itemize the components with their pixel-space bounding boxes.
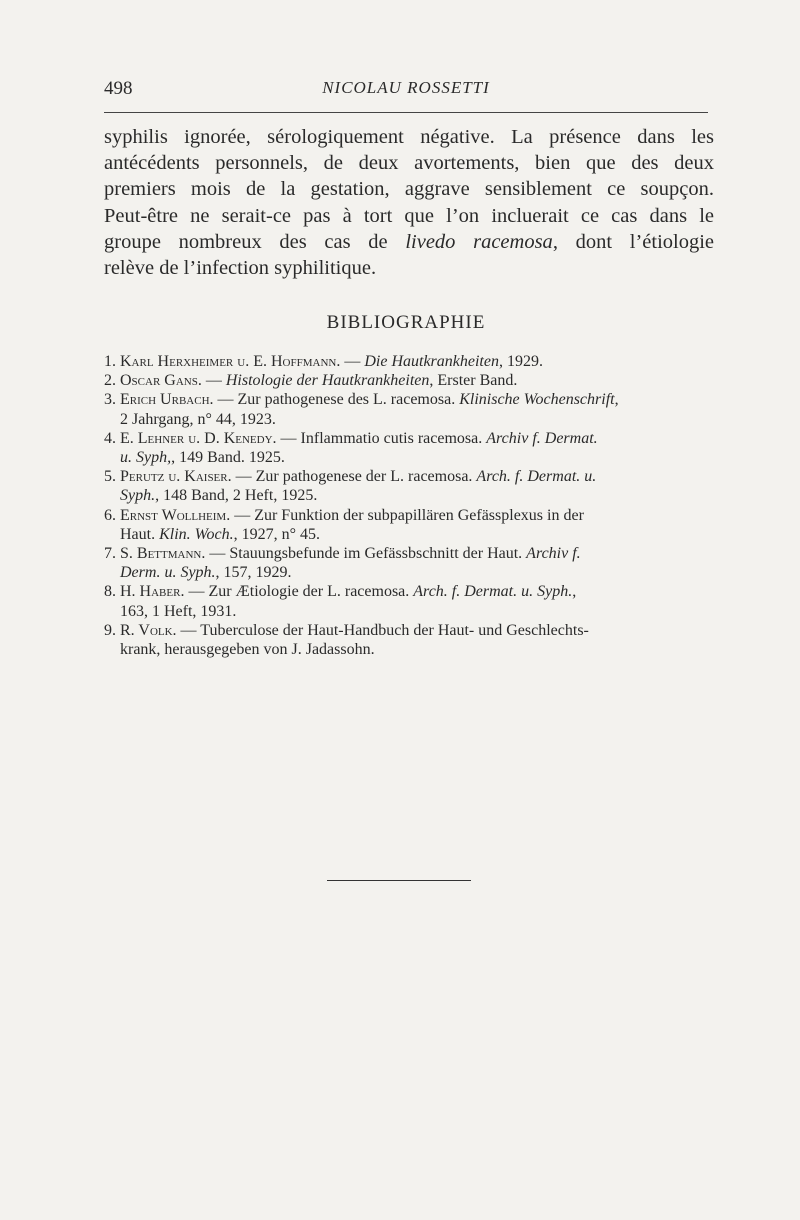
entry-line: [120, 506, 708, 525]
entry-line-2: 163, 1 Heft, 1931.: [120, 602, 237, 620]
entry-title: Die Hautkrankheiten: [364, 353, 499, 370]
entry-line-2: [120, 525, 708, 544]
entry-line-2: 2 Jahrgang, n° 44, 1923.: [120, 410, 276, 428]
entry-number: 9.: [104, 621, 116, 639]
entry-sep: — Tuberculose der Haut-Handbuch der Haut- und Geschlechts-: [176, 621, 589, 639]
text-run: groupe nombreux des cas de: [104, 230, 406, 253]
entry-number: 7.: [104, 545, 116, 563]
entry-line-2: krank, herausgegeben von J. Jadassohn.: [120, 641, 375, 659]
bibliography-entry: [104, 352, 708, 371]
entry-line-2: [120, 563, 708, 582]
entry-number: 5.: [104, 468, 116, 486]
bibliography-entry: [104, 621, 708, 659]
entry-sep: — Inflammatio cutis racemosa.: [276, 429, 487, 447]
entry-line: [120, 467, 708, 486]
paragraph-line: premiers mois de la gestation, aggrave sensiblement ce soupçon.: [104, 178, 714, 201]
entry-number: 2.: [104, 372, 116, 390]
entry-author: Oscar Gans.: [120, 372, 202, 390]
bibliography-entry: [104, 390, 708, 428]
entry-title: Archiv f. Dermat.: [486, 429, 598, 447]
entry-line: [120, 582, 708, 601]
entry-title: Histologie der Hautkrankheiten: [225, 372, 430, 390]
entry-line: [120, 544, 708, 563]
entry-title-cont: Syph.: [120, 487, 156, 505]
entry-title: Arch. f. Dermat. u. Syph.: [413, 583, 573, 601]
entry-number: 6.: [104, 506, 116, 524]
bibliography-entry: [104, 429, 708, 467]
header-rule: [104, 112, 708, 113]
running-title: NICOLAU ROSSETTI: [322, 78, 490, 97]
entry-rest: ,: [572, 583, 577, 601]
paragraph-line: Peut-être ne serait-ce pas à tort que l’on incluerait ce cas dans le: [104, 204, 714, 227]
page-header: [104, 78, 708, 102]
entry-rest: Haut.: [120, 525, 160, 543]
entry-line: [120, 352, 708, 371]
entry-sep: — Zur Funktion der subpapillären Gefässplexus in der: [230, 506, 584, 524]
paragraph-line: syphilis ignorée, sérologiquement négative. La présence dans les: [104, 126, 714, 148]
entry-title: Klin. Woch.: [159, 525, 234, 543]
italic-term: livedo racemosa: [405, 230, 553, 253]
entry-author: Erich Urbach.: [120, 391, 214, 409]
entry-number: 1.: [104, 353, 116, 370]
entry-rest: ,: [614, 391, 619, 409]
paragraph-line: [104, 229, 714, 255]
entry-line: [120, 371, 708, 390]
paragraph-line: relève de l’infection syphilitique.: [104, 257, 377, 280]
entry-number: 4.: [104, 429, 116, 447]
paragraph-line: antécédents personnels, de deux avortements, bien que des deux: [104, 152, 714, 175]
text-run: , dont l’étiologie: [552, 230, 715, 253]
entry-author: Perutz u. Kaiser.: [120, 468, 232, 486]
body-paragraph: [104, 124, 714, 281]
bibliography-entry: [104, 371, 708, 390]
entry-author: E. Lehner u. D. Kenedy.: [120, 429, 277, 447]
entry-line: [120, 621, 708, 640]
entry-title: Archiv f.: [526, 545, 581, 563]
entry-author: R. Volk.: [120, 621, 177, 639]
page-number: 498: [104, 78, 133, 99]
entry-author: S. Bettmann.: [120, 545, 206, 563]
entry-title: Arch. f. Dermat. u.: [476, 468, 597, 486]
entry-tail: , 1927, n° 45.: [233, 525, 321, 543]
entry-number: 8.: [104, 583, 116, 601]
bibliography-entry: [104, 582, 708, 620]
entry-author: Karl Herxheimer u. E. Hoffmann.: [120, 353, 341, 370]
entry-rest: , 148 Band, 2 Heft, 1925.: [155, 487, 318, 505]
entry-line-2: [120, 448, 708, 467]
entry-line: [120, 429, 708, 448]
entry-title: Klinische Wochenschrift: [459, 391, 615, 409]
entry-number: 3.: [104, 391, 116, 409]
bibliography-list: [104, 352, 708, 659]
entry-rest: , 1929.: [498, 353, 543, 370]
entry-line-2: [120, 486, 708, 505]
entry-rest: , 149 Band. 1925.: [171, 449, 285, 467]
entry-sep: — Stauungsbefunde im Gefässbschnitt der Haut.: [205, 545, 527, 563]
entry-sep: — Zur Ætiologie der L. racemosa.: [184, 583, 414, 601]
bibliography-title: BIBLIOGRAPHIE: [326, 312, 486, 333]
bibliography-entry: [104, 544, 708, 582]
entry-author: Ernst Wollheim.: [120, 506, 231, 524]
end-rule: [327, 880, 471, 881]
entry-line: [120, 390, 708, 409]
entry-sep: —: [340, 353, 365, 370]
entry-sep: — Zur pathogenese des L. racemosa.: [213, 391, 460, 409]
bibliography-entry: [104, 467, 708, 505]
bibliography-entry: [104, 506, 708, 544]
entry-author: H. Haber.: [120, 583, 185, 601]
entry-sep: —: [201, 372, 226, 390]
entry-sep: — Zur pathogenese der L. racemosa.: [231, 468, 477, 486]
entry-rest: , 157, 1929.: [215, 564, 292, 582]
entry-title-cont: u. Syph,: [120, 449, 172, 467]
entry-rest: , Erster Band.: [429, 372, 518, 390]
entry-title-cont: Derm. u. Syph.: [120, 564, 216, 582]
